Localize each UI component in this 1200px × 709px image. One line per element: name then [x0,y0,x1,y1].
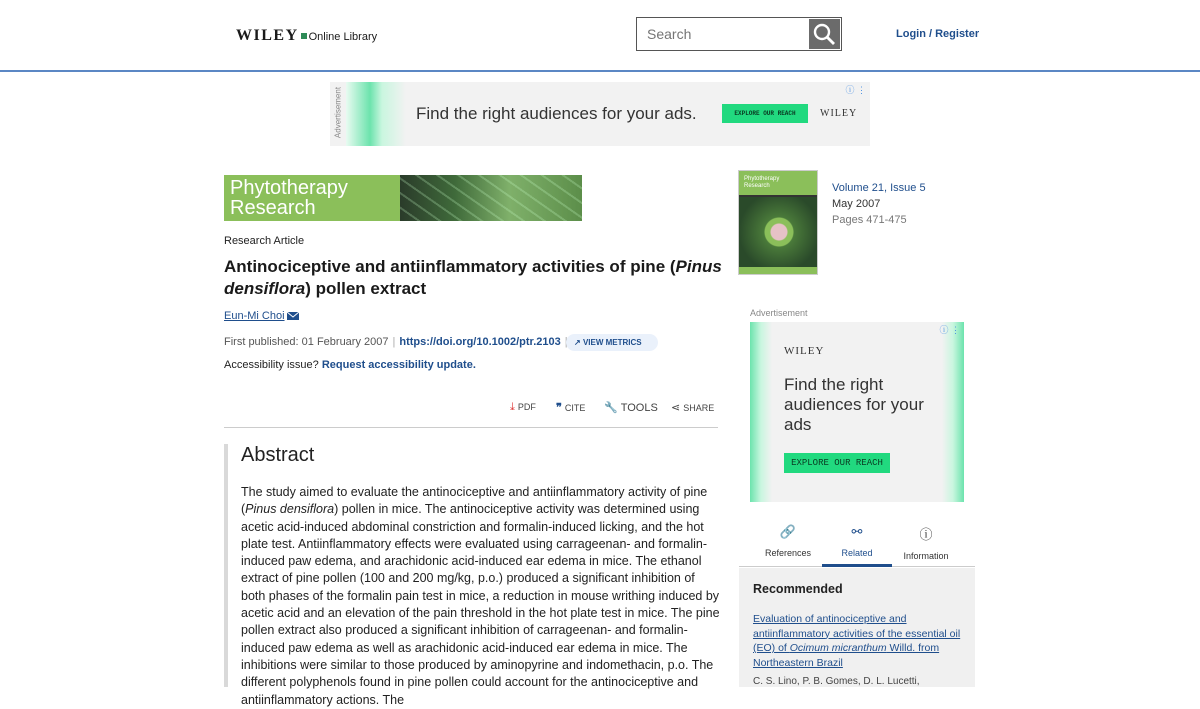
search-button[interactable] [809,19,840,49]
tab-related[interactable]: ⚯ Related [822,520,892,567]
cover-image [739,197,818,267]
ad-info-icon[interactable]: ⓘ ⋮ [845,85,866,95]
pdf-icon: ⤓ [510,401,515,413]
link-icon: 🔗 [779,524,797,539]
side-tabs [739,520,975,567]
wrench-icon: 🔧 [604,402,618,414]
article-toolbar [224,398,718,428]
side-ad-brand: WILEY [784,345,825,357]
wiley-online-library-logo[interactable] [236,27,377,45]
issue-pages: Pages 471-475 [832,214,907,226]
abstract-text: The study aimed to evaluate the antinociceptive and antiinflammatory activity of pine (Pinus densiflora) pollen in mice. The antinociceptive activity was determined using acetic acid-induced abdominal constriction and formalin-induced licking, and the hot plate test. Antiinflammatory effects were evaluated using carrageenan- and formalin-induced paw edema, and arachidonic acid-induced ear edema in mice. The ethanol extract of pine pollen (100 and 200 mg/kg, p.o.) produced a significant inhibition of both phases of the formalin pain test in mice, a reduction in mouse writhing induced by acetic acid and an elevation of the pain threshold in the hot plate test in mice. The pine pollen extract also produced a significant inhibition of carrageenan- and formalin-induced paw edema as well as arachidonic acid-induced ear edema in mice. The inhibitions were similar to those produced by aminopyrine and indomethacin, p.o. The different polyphenols found in pine pollen could account for the antinociceptive and antiinflammatory actions. The [241,485,720,707]
search-icon [809,19,840,49]
search-input[interactable] [637,18,809,50]
side-ad-info-icon[interactable]: ⓘ ⋮ [939,325,960,335]
volume-issue-link[interactable]: Volume 21, Issue 5 [832,182,926,194]
request-accessibility-link[interactable]: Request accessibility update. [321,359,476,371]
published-date: 01 February 2007 [301,336,389,348]
advertisement-vertical-label: Advertisement [333,86,343,139]
logo-wiley: WILEY [236,27,299,44]
article-title: Antinociceptive and antiinflammatory activities of pine (Pinus densiflora) pollen extract [224,257,722,298]
side-advertisement[interactable] [750,322,964,502]
ad-brand: WILEY [820,108,858,119]
trend-icon: ↗ [574,338,583,347]
view-metrics-button[interactable]: ↗ VIEW METRICS [566,334,658,351]
ad-explore-button[interactable]: EXPLORE OUR REACH [722,104,808,123]
logo-online-library: Online Library [308,31,378,43]
ad-headline: Find the right audiences for your ads. [416,104,697,123]
advertisement-label: Advertisement [750,308,808,318]
doi-link[interactable]: https://doi.org/10.1002/ptr.2103 [399,336,561,348]
author-link[interactable]: Eun-Mi Choi [224,310,299,322]
side-ad-headline: Find the right audiences for your ads [784,375,924,434]
recommended-panel [739,568,975,687]
abstract-section [224,444,720,707]
cite-button[interactable]: ❞ CITE [556,402,586,414]
recommended-heading: Recommended [753,582,843,596]
banner-title: Phytotherapy Research [230,177,348,219]
tools-button[interactable]: 🔧 TOOLS [604,402,658,414]
tab-information[interactable]: ⓘ Information [891,520,961,567]
side-ad-explore-button[interactable]: EXPLORE OUR REACH [784,453,890,473]
banner-image [400,175,582,221]
quote-icon: ❞ [556,402,562,414]
abstract-heading: Abstract [241,444,315,466]
email-icon [287,312,299,320]
tab-references[interactable]: 🔗 References [753,520,823,567]
article-type: Research Article [224,235,305,247]
network-icon: ⚯ [851,524,863,539]
recommended-authors: C. S. Lino, P. B. Gomes, D. L. Lucetti, [753,676,920,687]
issue-date: May 2007 [832,198,881,210]
logo-dot-icon [301,33,307,39]
share-button[interactable]: ⋖ SHARE [671,402,715,414]
journal-banner[interactable] [224,175,582,221]
info-icon: ⓘ [919,527,933,542]
login-register-link[interactable]: Login / Register [896,28,980,40]
recommended-article-link[interactable]: Evaluation of antinociceptive and antiinflammatory activities of the essential oil (EO) of Ocimum micranthum Willd. from Northeastern Brazil [753,613,961,669]
journal-cover[interactable] [738,170,818,275]
pdf-button[interactable]: ⤓ PDF [510,401,536,413]
search-box [636,17,842,51]
accessibility-note: Accessibility issue? Request accessibility update. [224,359,476,371]
site-header [0,0,1200,72]
cover-title: Phytotherapy Research [744,176,780,189]
top-advertisement[interactable] [330,82,870,146]
ad-decoration [346,82,406,146]
publication-info: First published: 01 February 2007 | https://doi.org/10.1002/ptr.2103 [224,336,561,348]
share-icon: ⋖ [671,402,681,414]
